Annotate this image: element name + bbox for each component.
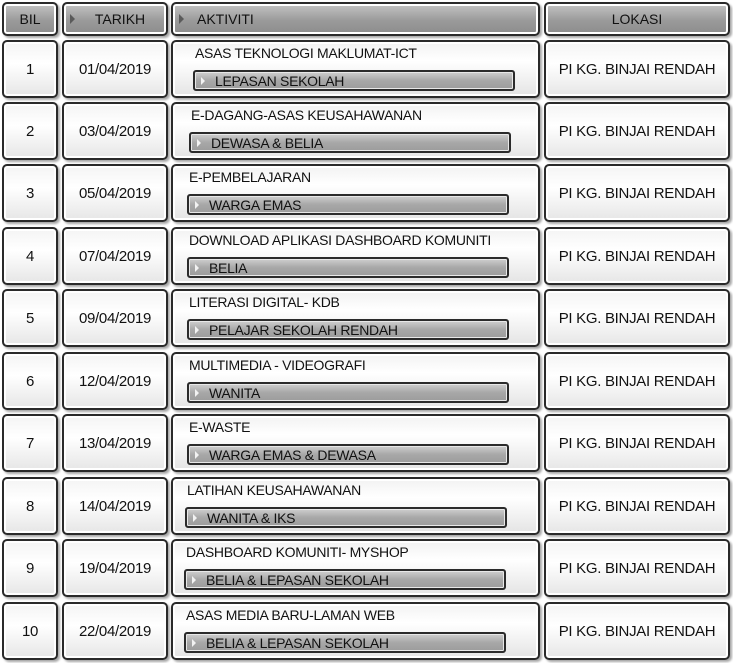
tarikh-cell <box>62 414 168 472</box>
bil-value: 1 <box>25 60 35 78</box>
tarikh-cell <box>62 539 168 597</box>
tarikh-value: 05/04/2019 <box>78 184 152 202</box>
bil-value: 9 <box>25 559 35 577</box>
sasaran-tag <box>189 132 511 153</box>
tarikh-value: 07/04/2019 <box>78 247 152 265</box>
aktiviti-title: ASAS MEDIA BARU-LAMAN WEB <box>186 607 395 623</box>
tarikh-value: 22/04/2019 <box>78 622 152 640</box>
bil-cell <box>2 227 58 285</box>
sasaran-tag <box>193 70 515 91</box>
aktiviti-title: E-PEMBELAJARAN <box>189 169 311 185</box>
tarikh-cell <box>62 164 168 222</box>
sasaran-label: WARGA EMAS & DEWASA <box>209 446 376 463</box>
aktiviti-cell <box>171 477 540 535</box>
header-bil <box>2 2 58 36</box>
bil-value: 3 <box>25 184 35 202</box>
aktiviti-cell <box>171 352 540 410</box>
sasaran-tag <box>184 569 506 590</box>
sasaran-tag <box>187 257 509 278</box>
aktiviti-cell <box>171 164 540 222</box>
bil-cell <box>2 352 58 410</box>
header-aktiviti <box>171 2 540 36</box>
aktiviti-cell <box>171 289 540 347</box>
bil-cell <box>2 289 58 347</box>
lokasi-cell <box>544 102 730 160</box>
sasaran-label: LEPASAN SEKOLAH <box>215 72 345 89</box>
sasaran-label: PELAJAR SEKOLAH RENDAH <box>209 321 398 338</box>
bil-value: 7 <box>25 434 35 452</box>
aktiviti-title: MULTIMEDIA - VIDEOGRAFI <box>189 357 366 373</box>
tarikh-cell <box>62 602 168 660</box>
tag-arrow-icon <box>195 389 199 397</box>
tarikh-value: 19/04/2019 <box>78 559 152 577</box>
header-aktiviti-label: AKTIVITI <box>197 11 254 27</box>
lokasi-value: PI KG. BINJAI RENDAH <box>558 60 716 78</box>
header-aktiviti-arrow-icon <box>179 14 184 24</box>
tag-arrow-icon <box>195 201 199 209</box>
sasaran-tag <box>187 444 509 465</box>
sasaran-tag <box>187 194 509 215</box>
lokasi-value: PI KG. BINJAI RENDAH <box>558 309 716 327</box>
lokasi-value: PI KG. BINJAI RENDAH <box>558 247 716 265</box>
tag-arrow-icon <box>197 139 201 147</box>
bil-cell <box>2 477 58 535</box>
lokasi-cell <box>544 40 730 98</box>
lokasi-value: PI KG. BINJAI RENDAH <box>558 497 716 515</box>
header-bil-label: BIL <box>19 11 41 27</box>
lokasi-value: PI KG. BINJAI RENDAH <box>558 122 716 140</box>
bil-value: 4 <box>25 247 35 265</box>
bil-cell <box>2 414 58 472</box>
aktiviti-cell <box>171 40 540 98</box>
tarikh-value: 01/04/2019 <box>78 60 152 78</box>
aktiviti-title: E-WASTE <box>189 419 251 435</box>
sasaran-label: BELIA & LEPASAN SEKOLAH <box>206 571 389 588</box>
tarikh-cell <box>62 477 168 535</box>
header-tarikh <box>62 2 168 36</box>
lokasi-value: PI KG. BINJAI RENDAH <box>558 184 716 202</box>
bil-cell <box>2 602 58 660</box>
sasaran-tag <box>184 632 506 653</box>
bil-cell <box>2 539 58 597</box>
sasaran-label: DEWASA & BELIA <box>211 134 323 151</box>
lokasi-cell <box>544 352 730 410</box>
lokasi-cell <box>544 539 730 597</box>
bil-cell <box>2 40 58 98</box>
lokasi-cell <box>544 164 730 222</box>
sasaran-tag <box>187 382 509 403</box>
tag-arrow-icon <box>192 639 196 647</box>
tarikh-value: 03/04/2019 <box>78 122 152 140</box>
sasaran-label: WANITA <box>209 384 261 401</box>
bil-value: 5 <box>25 309 35 327</box>
lokasi-cell <box>544 477 730 535</box>
bil-cell <box>2 164 58 222</box>
sasaran-label: WANITA & IKS <box>207 509 296 526</box>
tag-arrow-icon <box>201 77 205 85</box>
header-tarikh-arrow-icon <box>70 14 75 24</box>
tarikh-cell <box>62 102 168 160</box>
sasaran-label: BELIA & LEPASAN SEKOLAH <box>206 634 389 651</box>
bil-value: 6 <box>25 372 35 390</box>
bil-cell <box>2 102 58 160</box>
sasaran-tag <box>187 319 509 340</box>
aktiviti-cell <box>171 414 540 472</box>
tag-arrow-icon <box>195 326 199 334</box>
bil-value: 10 <box>21 622 39 640</box>
sasaran-label: WARGA EMAS <box>209 196 302 213</box>
lokasi-value: PI KG. BINJAI RENDAH <box>558 559 716 577</box>
lokasi-cell <box>544 289 730 347</box>
aktiviti-title: E-DAGANG-ASAS KEUSAHAWANAN <box>191 107 422 123</box>
lokasi-value: PI KG. BINJAI RENDAH <box>558 622 716 640</box>
aktiviti-cell <box>171 227 540 285</box>
tarikh-cell <box>62 352 168 410</box>
lokasi-value: PI KG. BINJAI RENDAH <box>558 434 716 452</box>
tag-arrow-icon <box>192 576 196 584</box>
aktiviti-title: DASHBOARD KOMUNITI- MYSHOP <box>186 544 409 560</box>
lokasi-value: PI KG. BINJAI RENDAH <box>558 372 716 390</box>
lokasi-cell <box>544 602 730 660</box>
sasaran-label: BELIA <box>209 259 248 276</box>
tarikh-cell <box>62 289 168 347</box>
tarikh-cell <box>62 40 168 98</box>
aktiviti-cell <box>171 539 540 597</box>
bil-value: 8 <box>25 497 35 515</box>
sasaran-tag <box>185 507 507 528</box>
tag-arrow-icon <box>195 451 199 459</box>
tag-arrow-icon <box>195 264 199 272</box>
tarikh-value: 14/04/2019 <box>78 497 152 515</box>
aktiviti-title: LATIHAN KEUSAHAWANAN <box>187 482 361 498</box>
header-lokasi <box>544 2 730 36</box>
tarikh-value: 12/04/2019 <box>78 372 152 390</box>
aktiviti-title: ASAS TEKNOLOGI MAKLUMAT-ICT <box>195 45 417 61</box>
lokasi-cell <box>544 227 730 285</box>
bil-value: 2 <box>25 122 35 140</box>
tag-arrow-icon <box>193 514 197 522</box>
aktiviti-cell <box>171 602 540 660</box>
tarikh-value: 09/04/2019 <box>78 309 152 327</box>
header-tarikh-label: TARIKH <box>94 11 146 27</box>
aktiviti-cell <box>171 102 540 160</box>
tarikh-value: 13/04/2019 <box>78 434 152 452</box>
tarikh-cell <box>62 227 168 285</box>
aktiviti-title: LITERASI DIGITAL- KDB <box>189 294 340 310</box>
header-lokasi-label: LOKASI <box>611 11 663 27</box>
aktiviti-title: DOWNLOAD APLIKASI DASHBOARD KOMUNITI <box>189 232 491 248</box>
lokasi-cell <box>544 414 730 472</box>
